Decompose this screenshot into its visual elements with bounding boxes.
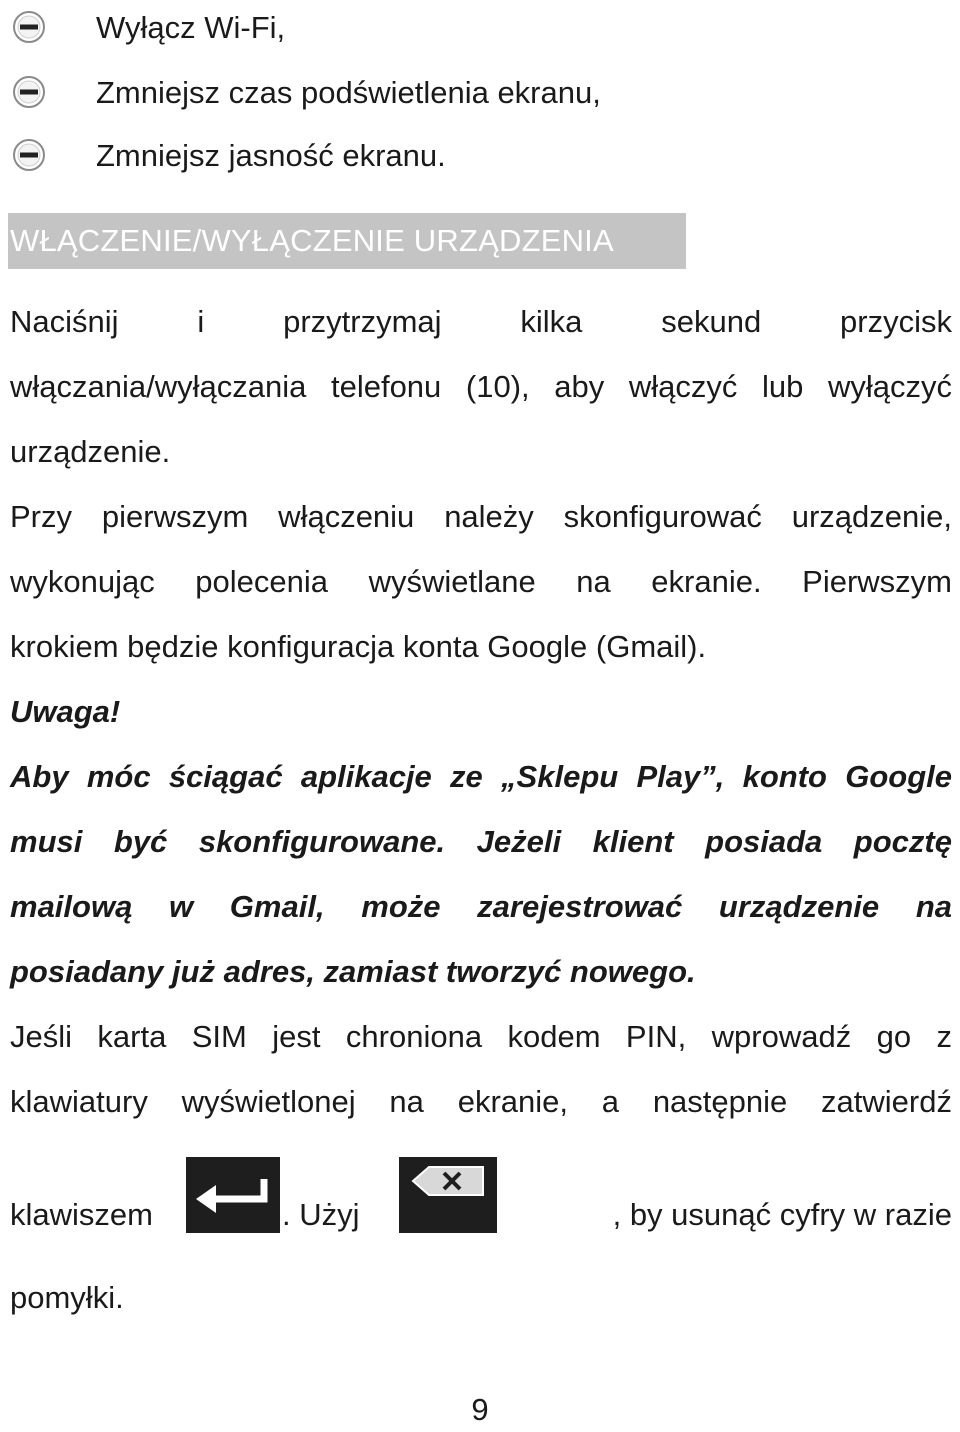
section-heading-text: WŁĄCZENIE/WYŁĄCZENIE URZĄDZENIA <box>10 223 614 258</box>
paragraph-line: wykonując polecenia wyświetlane na ekranie. Pierwszym <box>10 564 952 599</box>
bullet-item <box>10 8 910 52</box>
bullet-text: Wyłącz Wi-Fi, <box>96 10 286 45</box>
paragraph-line: klawiatury wyświetlonej na ekranie, a następnie zatwierdź <box>10 1084 952 1119</box>
paragraph-line: krokiem będzie konfiguracja konta Google (Gmail). <box>10 629 707 664</box>
warning-line: musi być skonfigurowane. Jeżeli klient posiada pocztę <box>10 824 952 859</box>
bullet-text: Zmniejsz czas podświetlenia ekranu, <box>96 75 601 110</box>
warning-line: posiadany już adres, zamiast tworzyć nowego. <box>10 954 696 989</box>
minus-circle-icon <box>12 75 46 109</box>
bullet-item <box>10 136 910 180</box>
section-heading <box>8 213 686 269</box>
paragraph-line: pomyłki. <box>10 1280 124 1315</box>
paragraph-line: Przy pierwszym włączeniu należy skonfigurować urządzenie, <box>10 499 952 534</box>
backspace-key-icon <box>399 1157 497 1233</box>
warning-line: Aby móc ściągać aplikacje ze „Sklepu Play”, konto Google <box>10 759 952 794</box>
paragraph-line: Jeśli karta SIM jest chroniona kodem PIN, wprowadź go z <box>10 1019 952 1054</box>
paragraph-line-with-icons <box>10 1155 952 1235</box>
warning-title: Uwaga! <box>10 694 121 729</box>
enter-key-icon <box>186 1157 280 1233</box>
inline-text: klawiszem <box>10 1197 153 1232</box>
minus-circle-icon <box>12 138 46 172</box>
inline-text: . Użyj <box>282 1197 360 1232</box>
paragraph-line: urządzenie. <box>10 434 171 469</box>
warning-line: mailową w Gmail, może zarejestrować urządzenie na <box>10 889 952 924</box>
bullet-item <box>10 73 910 117</box>
bullet-text: Zmniejsz jasność ekranu. <box>96 138 446 173</box>
paragraph-line: Naciśnij i przytrzymaj kilka sekund przycisk <box>10 304 952 339</box>
inline-text: , by usunąć cyfry w razie <box>612 1197 952 1232</box>
paragraph-line: włączania/wyłączania telefonu (10), aby włączyć lub wyłączyć <box>10 369 952 404</box>
page-number: 9 <box>471 1392 489 1427</box>
minus-circle-icon <box>12 10 46 44</box>
